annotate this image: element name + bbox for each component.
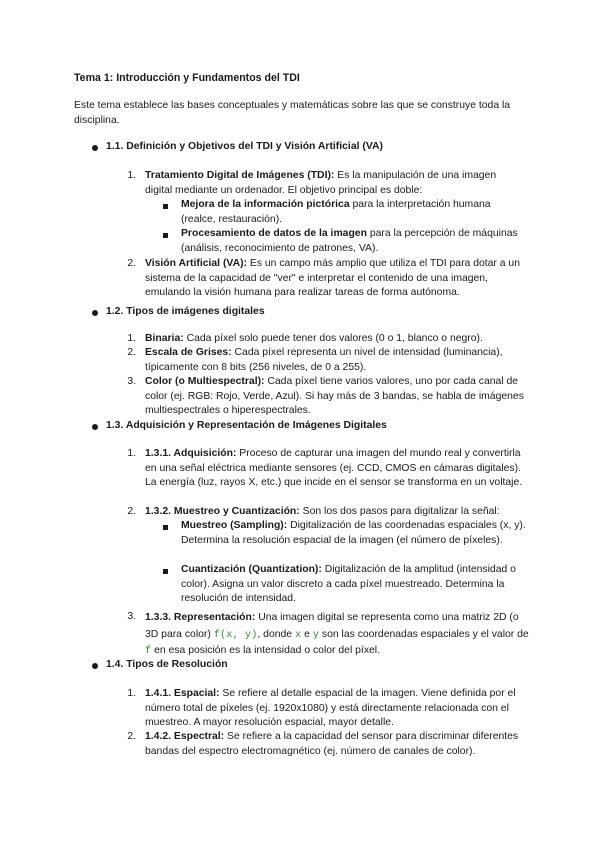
- square-bullet: [163, 204, 168, 209]
- item-text: e: [301, 628, 313, 640]
- list-item: [145, 730, 530, 759]
- square-bullet: [163, 233, 168, 238]
- item-term: 1.3.1. Adquisición:: [145, 448, 237, 459]
- item-text: Cada píxel representa un nivel de intensidad (luminancia), típicamente con 8 bits (256 niveles, de 0 a 255).: [145, 347, 503, 373]
- list-number: 2.: [127, 506, 136, 517]
- bullet-dot: [92, 145, 98, 151]
- item-text: Cada píxel solo puede tener dos valores (0 o 1, blanco o negro).: [183, 333, 483, 344]
- item-text: son las coordenadas espaciales y el valor de: [319, 628, 529, 640]
- list-number: 2.: [127, 347, 136, 358]
- item-text: para la interpretación humana (realce, restauración).: [181, 199, 491, 225]
- item-term: 1.4.2. Espectral:: [145, 731, 225, 742]
- list-number: 1.: [127, 688, 136, 699]
- intro-paragraph: Este tema establece las bases conceptuales y matemáticas sobre las que se construye toda la disciplina.: [74, 100, 511, 126]
- sub-list-item: [181, 198, 526, 227]
- item-text: , donde: [257, 628, 295, 640]
- code-inline: x: [294, 628, 302, 641]
- sub-list-item: [181, 227, 526, 256]
- item-term: Binaria:: [145, 333, 184, 344]
- square-bullet: [163, 525, 168, 530]
- item-term: Escala de Grises:: [145, 347, 232, 358]
- bullet-dot: [92, 310, 98, 316]
- item-text: Digitalización de las coordenadas espaciales (x, y). Determina la resolución espacial de la imagen (el número de píxeles).: [181, 520, 526, 546]
- item-text: Una imagen digital se representa como una matriz 2D (o 3D para color): [145, 612, 519, 640]
- item-text: Se refiere al detalle espacial de la imagen. Viene definida por el número total de píxeles (ej. 1920x1080) y está directamente relacionada con el muestreo. A mayor resolución espacial, mayor detalle.: [145, 688, 516, 728]
- item-term: 1.4.1. Espacial:: [145, 688, 220, 699]
- bullet-dot: [92, 663, 98, 669]
- list-number: 3.: [127, 376, 136, 387]
- item-text: Proceso de capturar una imagen del mundo real y convertirla en una señal eléctrica mediante sensores (ej. CCD, CMOS en cámaras digitales). La energía (luz, rayos X, etc.) que incide en el sensor se transforma en un voltaje.: [145, 448, 523, 488]
- item-text: Cada píxel tiene varios valores, uno por cada canal de color (ej. RGB: Rojo, Verde, Azul). Si hay más de 3 bandas, se habla de imágenes multiespectrales o hiperespectrales.: [145, 376, 524, 416]
- item-term: Tratamiento Digital de Imágenes (TDI):: [145, 170, 335, 181]
- list-number: 2.: [127, 731, 136, 742]
- item-text: para la percepción de máquinas (análisis, reconocimiento de patrones, VA).: [181, 228, 518, 254]
- code-inline: f: [145, 645, 152, 657]
- list-item: [145, 169, 525, 198]
- bullet-dot: [92, 424, 98, 430]
- square-bullet: [163, 569, 168, 574]
- item-text: Se refiere a la capacidad del sensor para discriminar diferentes bandas del espectro electromagnético (ej. número de canales de color).: [145, 731, 519, 757]
- section-heading-1-3: 1.3. Adquisición y Representación de Imágenes Digitales: [106, 420, 387, 431]
- list-item: [145, 332, 530, 347]
- list-number: 2.: [127, 258, 136, 269]
- item-term: 1.3.2. Muestreo y Cuantización:: [145, 506, 300, 517]
- list-item: [145, 505, 535, 520]
- list-number: 1.: [127, 448, 136, 459]
- item-term: 1.3.3. Representación:: [145, 612, 256, 623]
- list-item: [145, 610, 530, 660]
- item-text: Es la manipulación de una imagen digital mediante un ordenador. El objetivo principal es doble:: [145, 170, 497, 196]
- code-inline: f(x, y): [213, 628, 258, 641]
- code-inline: y: [312, 628, 320, 641]
- section-heading-1-1: 1.1. Definición y Objetivos del TDI y Visión Artificial (VA): [106, 141, 383, 152]
- list-item: [145, 257, 530, 301]
- section-heading-1-2: 1.2. Tipos de imágenes digitales: [106, 306, 265, 317]
- item-term: Procesamiento de datos de la imagen: [181, 228, 367, 239]
- sub-list-item: [181, 563, 526, 607]
- list-item: [145, 346, 535, 375]
- item-term: Visión Artificial (VA):: [145, 258, 247, 269]
- item-text: Digitalización de la amplitud (intensidad o color). Asigna un valor discreto a cada píxel muestreado. Determina la resolución de intensidad.: [181, 564, 516, 604]
- item-term: Color (o Multiespectral):: [145, 376, 265, 387]
- list-item: [145, 375, 530, 419]
- list-number: 3.: [127, 611, 136, 622]
- item-term: Mejora de la información pictórica: [181, 199, 350, 210]
- item-term: Cuantización (Quantization):: [181, 564, 322, 575]
- document-title: Tema 1: Introducción y Fundamentos del TDI: [74, 72, 300, 84]
- list-item: [145, 447, 530, 491]
- item-text: Es un campo más amplio que utiliza el TDI para dotar a un sistema de la capacidad de "ver" e interpretar el contenido de una imagen, emulando la visión humana para realizar tareas de forma autónoma.: [145, 258, 520, 298]
- item-text: en esa posición es la intensidad o color del píxel.: [151, 645, 380, 656]
- list-number: 1.: [127, 333, 136, 344]
- section-heading-1-4: 1.4. Tipos de Resolución: [106, 659, 228, 670]
- item-text: Son los dos pasos para digitalizar la señal:: [299, 506, 500, 517]
- item-term: Muestreo (Sampling):: [181, 520, 288, 531]
- list-item: [145, 687, 530, 731]
- list-number: 1.: [127, 170, 136, 181]
- sub-list-item: [181, 519, 531, 548]
